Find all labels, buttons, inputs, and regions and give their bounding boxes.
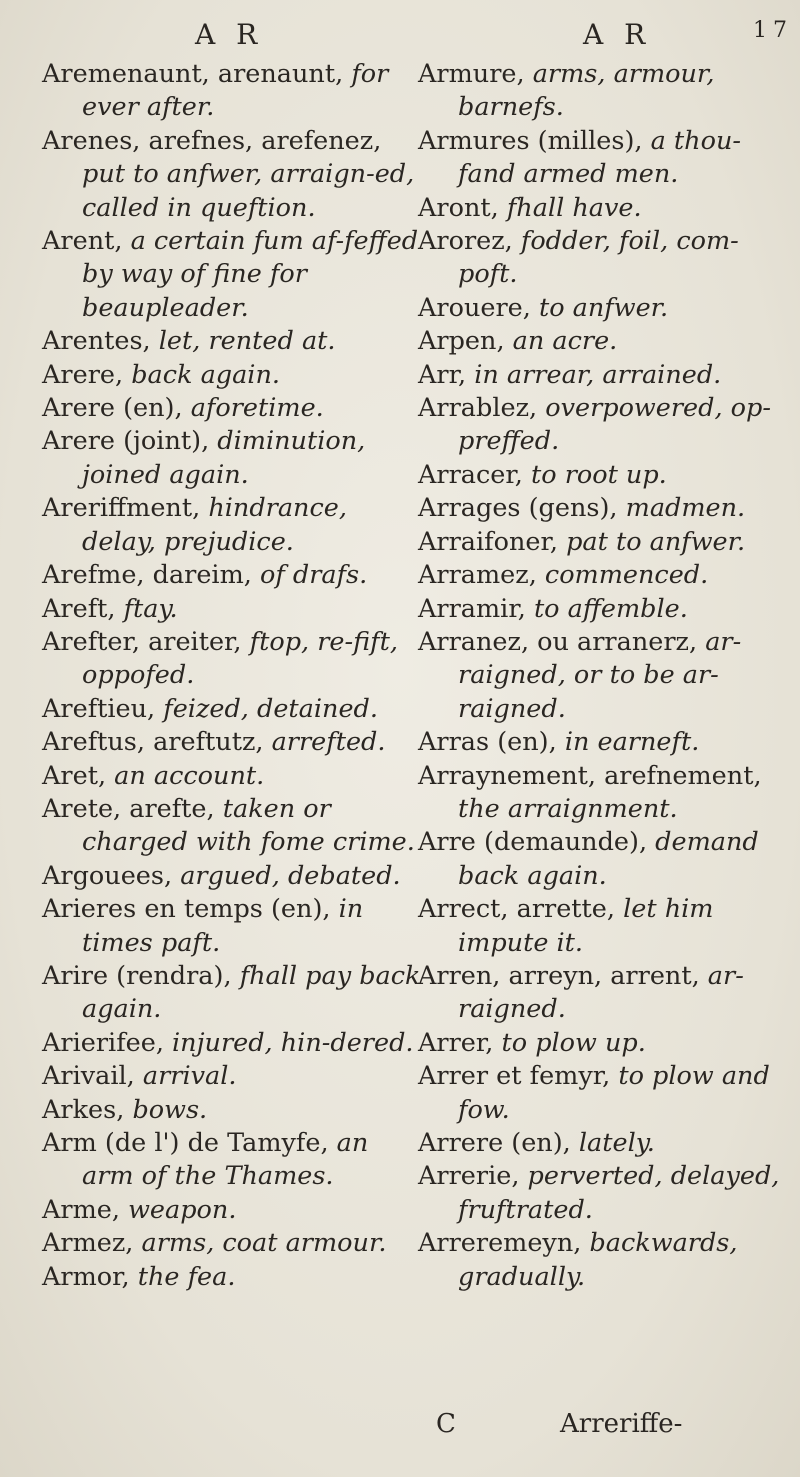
dictionary-entry xyxy=(42,1194,422,1227)
dictionary-entry xyxy=(42,693,422,726)
entry-definition: taken or charged with fome crime. xyxy=(82,793,415,858)
entry-headword: Arkes, xyxy=(42,1094,125,1125)
dictionary-entry xyxy=(42,1227,422,1260)
entry-headword: Arre (demaunde), xyxy=(418,827,648,858)
entry-definition: fhall pay back again. xyxy=(82,960,421,1025)
entry-definition: overpowered, op-preffed. xyxy=(458,393,771,457)
dictionary-entry xyxy=(42,1094,422,1127)
dictionary-entry xyxy=(418,760,798,827)
entry-definition: the fea. xyxy=(137,1261,236,1292)
dictionary-entry xyxy=(42,1027,422,1060)
dictionary-entry xyxy=(42,325,422,358)
catchword: Arreriffe- xyxy=(560,1409,683,1439)
dictionary-entry xyxy=(42,593,422,626)
entry-definition: ar-raigned, or to be ar-raigned. xyxy=(458,626,742,724)
entry-definition: pat to anfwer. xyxy=(566,526,746,557)
entry-headword: Arraifoner, xyxy=(418,526,558,557)
dictionary-entry xyxy=(42,1060,422,1093)
entry-headword: Arras (en), xyxy=(418,727,557,758)
entry-definition: weapon. xyxy=(128,1194,237,1225)
dictionary-entry xyxy=(418,1227,798,1294)
left-column xyxy=(42,58,422,1294)
entry-definition: an account. xyxy=(114,760,265,791)
entry-headword: Arracer, xyxy=(418,459,523,490)
entry-headword: Arrer et femyr, xyxy=(418,1061,611,1092)
entry-headword: Arivail, xyxy=(42,1061,135,1092)
dictionary-entry xyxy=(42,726,422,759)
dictionary-entry xyxy=(42,626,422,693)
dictionary-entry xyxy=(418,960,798,1027)
dictionary-entry xyxy=(418,125,798,192)
entry-headword: Areftieu, xyxy=(42,693,156,724)
entry-definition: injured, hin-dered. xyxy=(172,1027,414,1058)
dictionary-entry xyxy=(418,292,798,325)
entry-headword: Aret, xyxy=(42,760,107,791)
entry-headword: Armure, xyxy=(418,59,525,89)
entry-headword: Arere, xyxy=(42,359,124,390)
entry-definition: bows. xyxy=(132,1094,208,1125)
dictionary-entry xyxy=(42,125,422,225)
entry-definition: aforetime. xyxy=(190,393,324,424)
dictionary-entry xyxy=(42,425,422,492)
entry-definition: to plow and fow. xyxy=(458,1061,770,1125)
entry-headword: Armures (milles), xyxy=(418,125,643,156)
entry-definition: a thou-fand armed men. xyxy=(458,125,741,190)
entry-headword: Arrablez, xyxy=(418,393,538,424)
entry-definition: in times paft. xyxy=(82,894,364,958)
entry-headword: Arrages (gens), xyxy=(418,493,618,524)
entry-headword: Arren, arreyn, arrent, xyxy=(418,960,700,991)
entry-definition: to anfwer. xyxy=(538,292,669,323)
dictionary-entry xyxy=(42,559,422,592)
dictionary-entry xyxy=(418,492,798,525)
entry-headword: Arrere (en), xyxy=(418,1128,571,1158)
dictionary-entry xyxy=(42,392,422,425)
entry-definition: arms, coat armour. xyxy=(141,1228,387,1259)
entry-headword: Arentes, xyxy=(42,326,151,357)
entry-headword: Arreremeyn, xyxy=(418,1228,582,1259)
entry-headword: Arraynement, arefnement, xyxy=(418,760,762,791)
entry-headword: Arme, xyxy=(42,1194,120,1225)
entry-headword: Arorez, xyxy=(418,226,513,257)
entry-definition: back again. xyxy=(131,359,280,390)
dictionary-entry xyxy=(418,325,798,358)
dictionary-entry xyxy=(418,559,798,592)
entry-headword: Areft, xyxy=(42,593,116,624)
dictionary-entry xyxy=(42,492,422,559)
page-number: 17 xyxy=(753,18,793,43)
dictionary-entry xyxy=(418,58,798,125)
entry-headword: Arere (joint), xyxy=(42,426,210,457)
dictionary-entry xyxy=(418,225,798,292)
dictionary-entry xyxy=(42,359,422,392)
entry-definition: in earneft. xyxy=(564,727,700,758)
entry-definition: the arraignment. xyxy=(458,793,678,824)
entry-definition: demand back again. xyxy=(458,827,759,891)
entry-definition: an acre. xyxy=(512,326,618,357)
dictionary-entry xyxy=(418,1160,798,1227)
entry-definition: arrival. xyxy=(142,1061,237,1092)
dictionary-entry xyxy=(418,593,798,626)
dictionary-entry xyxy=(418,1060,798,1127)
entry-headword: Arire (rendra), xyxy=(42,960,232,991)
entry-definition: let, rented at. xyxy=(158,326,336,357)
entry-headword: Arent, xyxy=(42,226,123,257)
dictionary-entry xyxy=(42,760,422,793)
entry-headword: Arm (de l') de Tamyfe, xyxy=(42,1128,329,1158)
entry-definition: fhall have. xyxy=(506,192,642,223)
dictionary-entry xyxy=(42,1261,422,1294)
entry-headword: Armez, xyxy=(42,1228,134,1259)
entry-definition: argued, debated. xyxy=(180,860,401,891)
dictionary-entry xyxy=(418,1127,798,1160)
dictionary-entry xyxy=(418,726,798,759)
dictionary-entry xyxy=(42,1127,422,1194)
entry-headword: Arramir, xyxy=(418,593,526,624)
entry-definition: in arrear, arrained. xyxy=(474,359,722,390)
entry-headword: Arenes, arefnes, arefenez, xyxy=(42,125,382,156)
entry-definition: arms, armour, barnefs. xyxy=(458,59,715,123)
dictionary-entry xyxy=(418,392,798,459)
entry-definition: backwards, gradually. xyxy=(458,1228,738,1292)
entry-headword: Arefter, areiter, xyxy=(42,626,242,657)
entry-definition: feized, detained. xyxy=(163,693,378,724)
entry-headword: Argouees, xyxy=(42,860,173,891)
entry-definition: arrefted. xyxy=(271,727,386,758)
entry-headword: Arramez, xyxy=(418,560,537,591)
entry-definition: of drafs. xyxy=(259,560,368,591)
entry-definition: hindrance, delay, prejudice. xyxy=(82,493,347,557)
entry-headword: Areftus, areftutz, xyxy=(42,727,264,758)
entry-definition: ftop, re-fift, oppofed. xyxy=(82,626,398,691)
dictionary-entry xyxy=(418,526,798,559)
entry-definition: perverted, delayed, fruftrated. xyxy=(458,1161,780,1225)
entry-headword: Arieres en temps (en), xyxy=(42,894,331,925)
entry-definition: for ever after. xyxy=(82,59,389,123)
dictionary-entry xyxy=(42,58,422,125)
dictionary-entry xyxy=(418,826,798,893)
entry-headword: Arr, xyxy=(418,359,467,390)
entry-definition: fodder, foil, com-poft. xyxy=(458,226,739,290)
dictionary-entry xyxy=(418,359,798,392)
entry-headword: Arere (en), xyxy=(42,393,183,424)
running-head-left: A R xyxy=(195,18,264,51)
entry-definition: a certain fum af-feffed by way of fine for beaupleader. xyxy=(82,226,419,323)
entry-headword: Arierifee, xyxy=(42,1027,164,1058)
dictionary-entry xyxy=(42,793,422,860)
entry-definition: commenced. xyxy=(544,560,709,591)
entry-headword: Arefme, dareim, xyxy=(42,560,252,591)
entry-headword: Aront, xyxy=(418,192,499,223)
entry-definition: ftay. xyxy=(123,593,178,624)
dictionary-entry xyxy=(418,893,798,960)
entry-headword: Aremenaunt, arenaunt, xyxy=(42,59,344,89)
entry-headword: Arrer, xyxy=(418,1027,494,1058)
entry-headword: Areriffment, xyxy=(42,493,201,524)
entry-definition: diminution, joined again. xyxy=(82,426,366,490)
entry-headword: Arranez, ou arranerz, xyxy=(418,626,698,657)
entry-headword: Arouere, xyxy=(418,292,531,323)
entry-headword: Arpen, xyxy=(418,326,505,357)
entry-headword: Arrerie, xyxy=(418,1161,520,1192)
entry-definition: ar-raigned. xyxy=(458,960,744,1025)
dictionary-entry xyxy=(42,225,422,325)
dictionary-entry xyxy=(42,960,422,1027)
entry-definition: put to anfwer, arraign-ed, called in queftion. xyxy=(82,159,415,223)
dictionary-entry xyxy=(418,1027,798,1060)
signature-mark: C xyxy=(436,1409,456,1439)
dictionary-entry xyxy=(418,626,798,726)
running-head-right-text: A R xyxy=(583,18,652,51)
entry-definition: let him impute it. xyxy=(458,894,714,958)
entry-headword: Arrect, arrette, xyxy=(418,894,615,925)
dictionary-entry xyxy=(418,192,798,225)
right-column xyxy=(418,58,798,1294)
dictionary-entry xyxy=(42,893,422,960)
entry-definition: lately. xyxy=(578,1128,655,1158)
dictionary-entry xyxy=(418,459,798,492)
entry-definition: to plow up. xyxy=(501,1027,646,1058)
entry-definition: to affemble. xyxy=(533,593,688,624)
running-head-right xyxy=(583,18,793,58)
entry-definition: an arm of the Thames. xyxy=(82,1128,369,1192)
entry-headword: Armor, xyxy=(42,1261,130,1292)
dictionary-entry xyxy=(42,860,422,893)
entry-headword: Arete, arefte, xyxy=(42,793,215,824)
entry-definition: to root up. xyxy=(530,459,667,490)
entry-definition: madmen. xyxy=(625,493,746,524)
